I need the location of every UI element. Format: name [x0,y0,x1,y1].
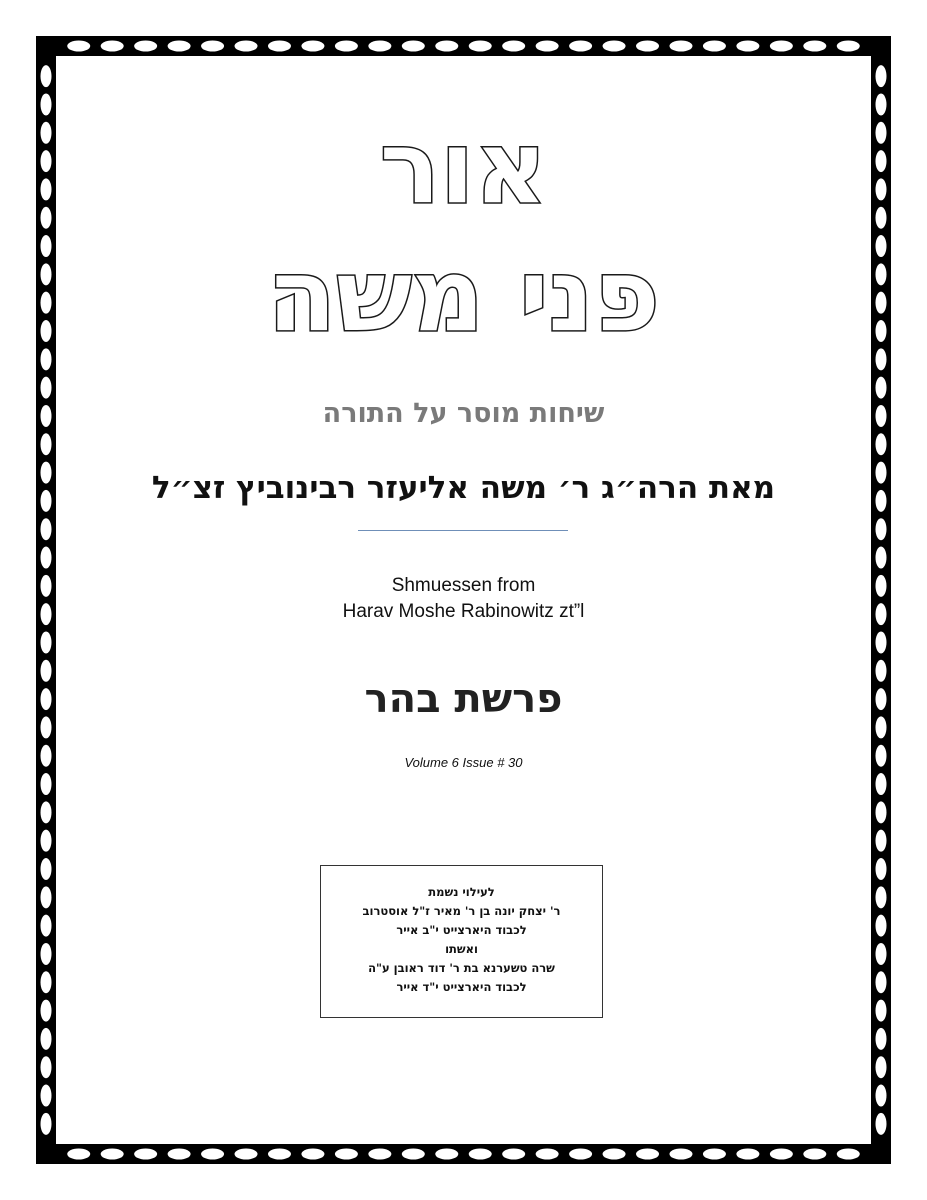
border-bead [736,1149,759,1160]
border-bead [703,41,726,52]
border-bead [41,830,52,852]
border-bead [636,41,659,52]
border-bead [335,41,358,52]
border-bead [41,1028,52,1050]
border-bead [168,1149,191,1160]
border-bead [134,41,157,52]
dedication-line: לכבוד היארצייט י"ד אייר [396,980,527,994]
border-bead [876,1000,887,1022]
border-bead [876,518,887,540]
border-bead [803,41,826,52]
border-bead [41,93,52,115]
title-line-1: אור [379,109,548,226]
dedication-line: לעילוי נשמת [428,885,495,899]
border-bead [569,1149,592,1160]
border-bead [368,41,391,52]
border-bead [502,1149,525,1160]
border-bead [876,377,887,399]
border-bead [41,1113,52,1135]
border-bead [435,41,458,52]
border-bead [201,1149,224,1160]
parsha-title: פרשת בהר [364,676,563,722]
border-bead [402,1149,425,1160]
border-bead [876,943,887,965]
border-bead [235,1149,258,1160]
border-bead [876,65,887,87]
border-bead [41,943,52,965]
border-bead [301,1149,324,1160]
border-bead [876,1085,887,1107]
border-bead [876,915,887,937]
border-bead [603,41,626,52]
border-bead [368,1149,391,1160]
border-bead [41,348,52,370]
border-bead [41,801,52,823]
border-bead [803,1149,826,1160]
english-subtitle-line-1: Shmuessen from [391,575,536,596]
border-bead [41,377,52,399]
border-bead [335,1149,358,1160]
border-bead [536,1149,559,1160]
border-bead [876,1056,887,1078]
border-bead [636,1149,659,1160]
divider-rule [358,530,568,531]
border-bead [168,41,191,52]
border-bead [876,1113,887,1135]
border-bead [876,773,887,795]
border-bead [770,1149,793,1160]
border-bead [41,1085,52,1107]
border-bead [876,1028,887,1050]
border-bead [770,41,793,52]
border-bead [235,41,258,52]
border-bead [669,1149,692,1160]
border-bead [41,631,52,653]
border-bead [876,631,887,653]
border-bead [41,971,52,993]
border-bead [669,41,692,52]
border-bead [876,801,887,823]
border-bead [876,547,887,569]
border-bead [41,547,52,569]
border-bead [201,41,224,52]
border-bead [67,1149,90,1160]
border-bead [502,41,525,52]
border-bead [41,1000,52,1022]
border-bead [876,433,887,455]
border-bead [134,1149,157,1160]
border-bead [41,518,52,540]
border-bead [876,830,887,852]
volume-issue: Volume 6 Issue # 30 [404,755,523,770]
border-bead [41,1056,52,1078]
border-bead [301,41,324,52]
border-bead [703,1149,726,1160]
dedication-box [320,865,603,1018]
border-bead [268,1149,291,1160]
border-bead [402,41,425,52]
english-subtitle-line-2: Harav Moshe Rabinowitz zt”l [342,601,585,622]
subtitle: שיחות מוסר על התורה [322,398,605,429]
border-bead [469,41,492,52]
border-bead [268,41,291,52]
border-bead [876,348,887,370]
border-bead [469,1149,492,1160]
dedication-line: לכבוד היארצייט י"ב אייר [396,923,527,937]
border-bead [41,65,52,87]
title-line-2: פני משה [267,237,660,354]
border-bead [41,433,52,455]
dedication-line: שרה טשערנא בת ר' דוד ראובן ע"ה [368,961,555,975]
border-bead [876,93,887,115]
border-bead [67,41,90,52]
border-bead [101,41,124,52]
border-bead [837,1149,860,1160]
border-bead [736,41,759,52]
border-bead [536,41,559,52]
border-bead [435,1149,458,1160]
border-bead [603,1149,626,1160]
border-bead [876,886,887,908]
border-bead [41,915,52,937]
border-bead [41,858,52,880]
dedication-line: ואשתו [445,942,478,956]
border-bead [837,41,860,52]
border-bead [41,773,52,795]
border-bead [41,886,52,908]
border-bead [569,41,592,52]
dedication-line: ר' יצחק יונה בן ר' מאיר ז"ל אוסטרוב [362,904,561,918]
author-line: מאת הרה״ג ר׳ משה אליעזר רבינוביץ זצ״ל [151,470,776,506]
border-bead [101,1149,124,1160]
border-bead [876,971,887,993]
border-bead [876,858,887,880]
